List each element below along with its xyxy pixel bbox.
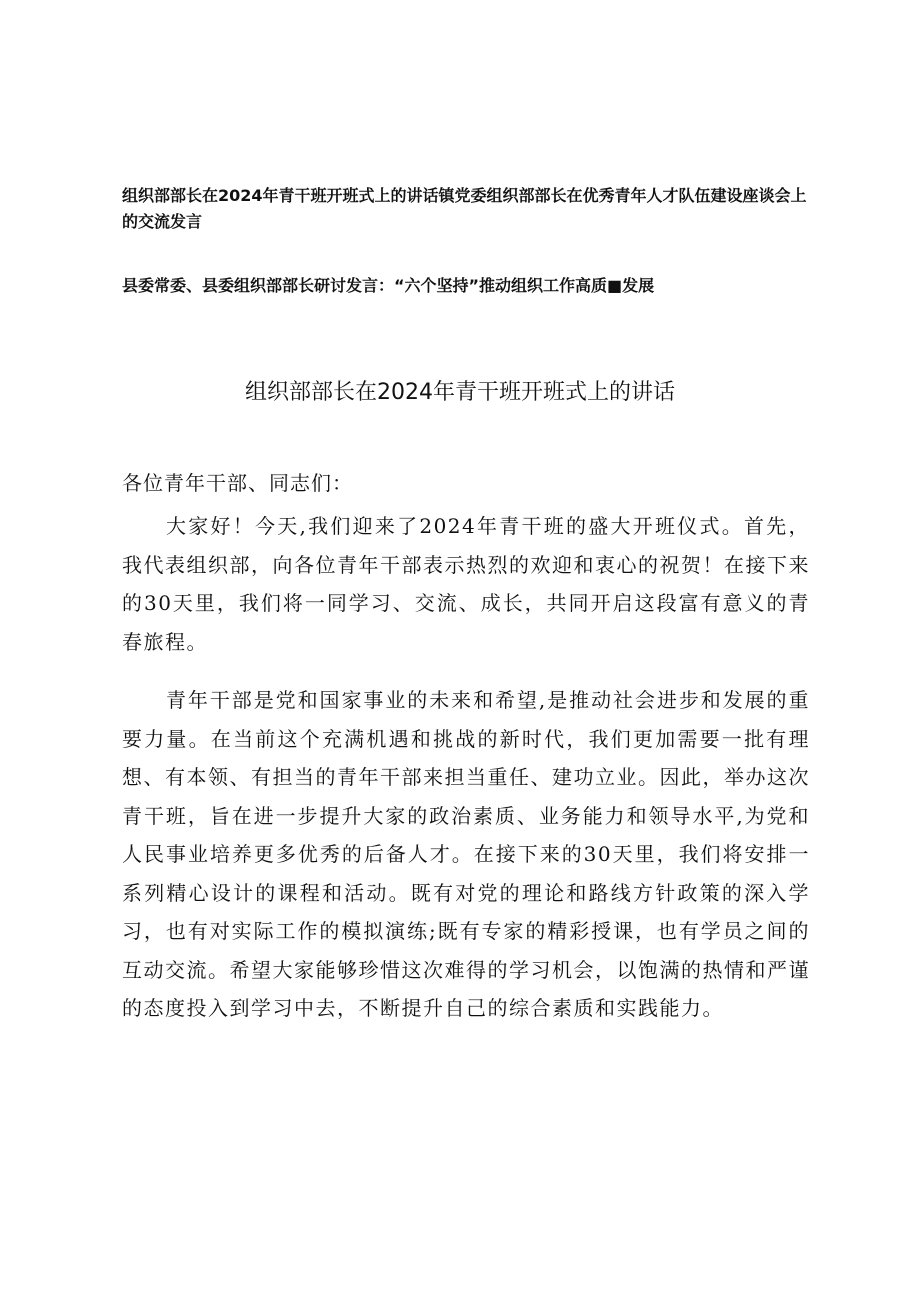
toc-entry: 组织部部长在2024年青干班开班式上的讲话镇党委组织部部长在优秀青年人才队伍建设座谈会上的交流发言 <box>122 186 807 231</box>
body-paragraph: 青年干部是党和国家事业的未来和希望,是推动社会进步和发展的重要力量。在当前这个充满机遇和挑战的新时代，我们更加需要一批有理想、有本领、有担当的青年干部来担当重任、建功立业。因此，举办这次青干班，旨在进一步提升大家的政治素质、业务能力和领导水平,为党和人民事业培养更多优秀的后备人才。在接下来的30天里，我们将安排一系列精心设计的课程和活动。既有对党的理论和路线方针政策的深入学习，也有对实际工作的模拟演练;既有专家的精彩授课，也有学员之间的互动交流。希望大家能够珍惜这次难得的学习机会，以饱满的热情和严谨的态度投入到学习中去，不断提升自己的综合素质和实践能力。 <box>122 688 810 1020</box>
document-title: 组织部部长在2024年青干班开班式上的讲话 <box>245 380 675 405</box>
body-paragraph: 大家好！今天,我们迎来了2024年青干班的盛大开班仪式。首先，我代表组织部，向各位青年干部表示热烈的欢迎和衷心的祝贺！在接下来的30天里，我们将一同学习、交流、成长，共同开启这段富有意义的青春旅程。 <box>122 514 810 654</box>
toc-entry: 县委常委、县委组织部部长研讨发言：“六个坚持”推动组织工作高质■发展 <box>122 276 655 295</box>
salutation: 各位青年干部、同志们： <box>122 471 353 495</box>
